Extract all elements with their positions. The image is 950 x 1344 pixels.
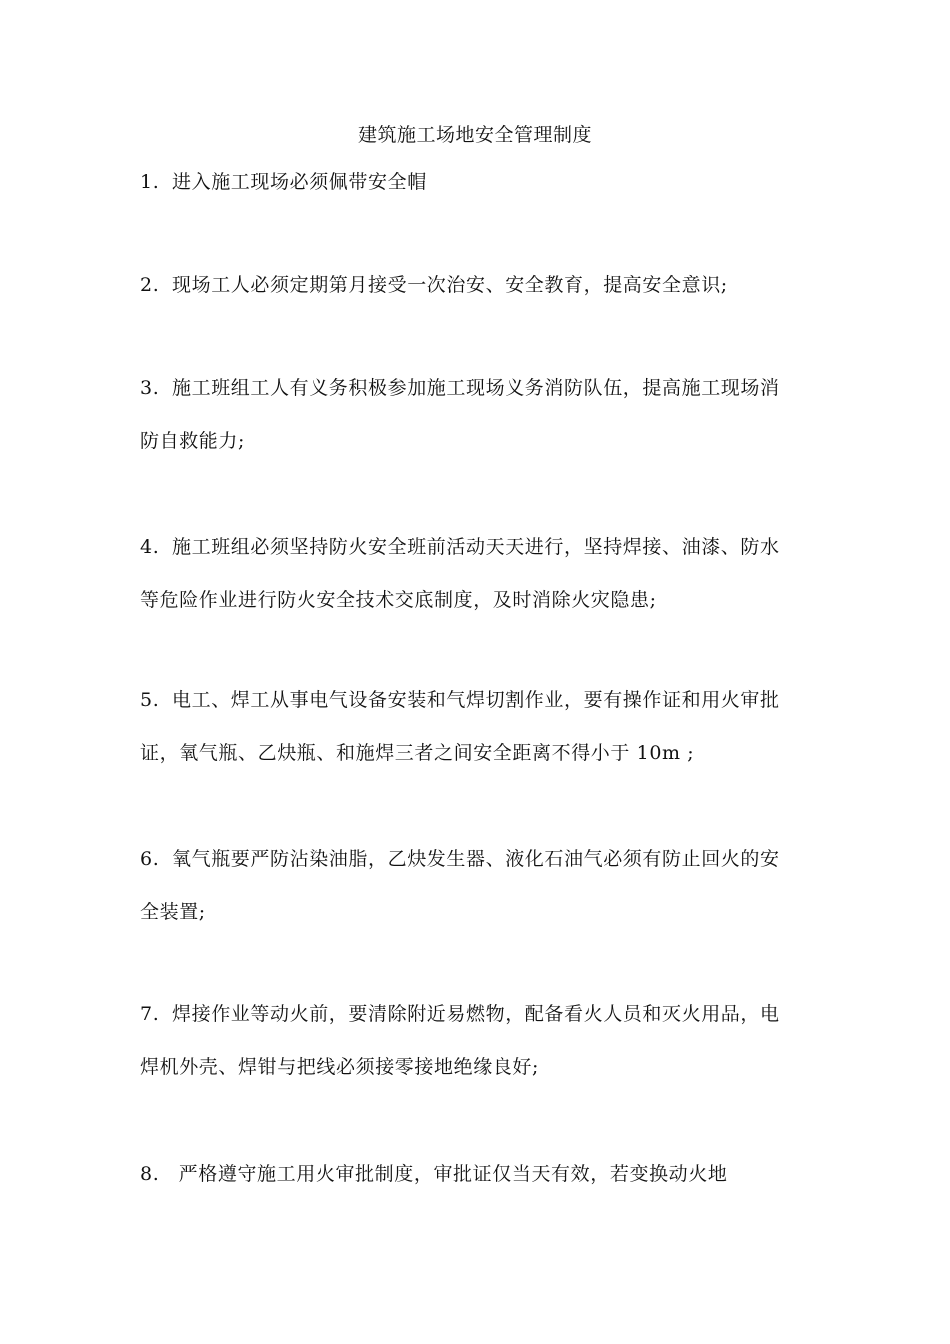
- item-8-text-1: 严格遵守施工用火审批制度，审批证仅当天有效，若变换动火地: [172, 1163, 728, 1185]
- item-6-line-1: [140, 846, 830, 872]
- item-1-text: 进入施工现场必须佩带安全帽: [172, 171, 427, 193]
- item-6-number: 6.: [140, 848, 160, 870]
- item-3-text-1: 施工班组工人有义务积极参加施工现场义务消防队伍，提高施工现场消: [172, 377, 780, 399]
- item-4-number: 4.: [140, 536, 160, 558]
- item-6-line-2: 全装置;: [140, 901, 206, 923]
- item-2-text: 现场工人必须定期第月接受一次治安、安全教育，提高安全意识;: [172, 274, 728, 296]
- document-title: 建筑施工场地安全管理制度: [357, 124, 592, 146]
- item-7-number: 7.: [140, 1003, 160, 1025]
- item-3-line-1: [140, 375, 830, 401]
- item-4-line-2: 等危险作业进行防火安全技术交底制度，及时消除火灾隐患;: [140, 589, 657, 611]
- item-4-line-1: [140, 534, 830, 560]
- item-8-number: 8.: [140, 1163, 160, 1185]
- item-7-line-2: 焊机外壳、焊钳与把线必须接零接地绝缘良好;: [140, 1056, 540, 1078]
- item-4-text-1: 施工班组必须坚持防火安全班前活动天天进行，坚持焊接、油漆、防水: [172, 536, 780, 558]
- item-6-text-1: 氧气瓶要严防沾染油脂，乙炔发生器、液化石油气必须有防止回火的安: [172, 848, 780, 870]
- item-5-text-1: 电工、焊工从事电气设备安装和气焊切割作业，要有操作证和用火审批: [172, 689, 780, 711]
- item-1-number: 1.: [140, 171, 160, 193]
- item-1-line-1: [140, 169, 830, 195]
- item-5-number: 5.: [140, 689, 160, 711]
- item-5-line-1: [140, 687, 830, 713]
- item-7-line-1: [140, 1001, 830, 1027]
- item-2-line-1: [140, 272, 830, 298]
- item-3-number: 3.: [140, 377, 160, 399]
- item-8-line-1: [140, 1161, 830, 1187]
- item-7-text-1: 焊接作业等动火前，要清除附近易燃物，配备看火人员和灭火用品，电: [172, 1003, 780, 1025]
- item-5-line-2: 证，氧气瓶、乙炔瓶、和施焊三者之间安全距离不得小于 10m ;: [140, 742, 695, 764]
- item-3-line-2: 防自救能力;: [140, 430, 246, 452]
- item-2-number: 2.: [140, 274, 160, 296]
